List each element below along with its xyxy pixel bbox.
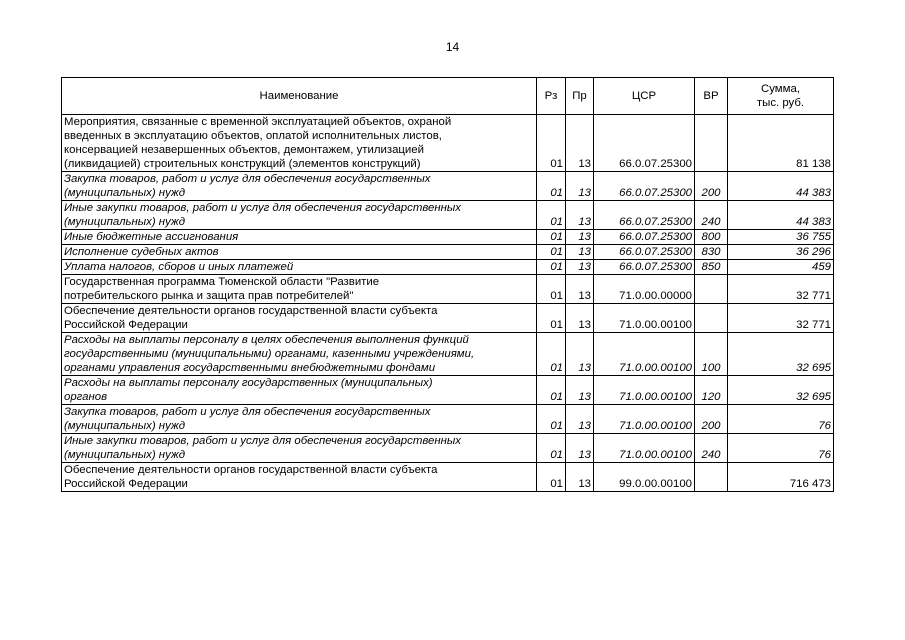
table-row	[62, 230, 834, 245]
row-pr-cell: 13	[566, 405, 594, 434]
row-sum-cell: 32 771	[728, 304, 834, 333]
header-pr: Пр	[566, 78, 594, 115]
row-name-line: органами управления государственными внебюджетными фондами	[64, 362, 436, 374]
table-row	[62, 434, 834, 463]
table-row	[62, 172, 834, 201]
row-pr-cell: 13	[566, 230, 594, 245]
header-rz: Рз	[537, 78, 566, 115]
row-vr-cell: 120	[695, 376, 728, 405]
row-name-line: Иные закупки товаров, работ и услуг для обеспечения государственных	[64, 202, 461, 214]
row-name-cell	[62, 463, 537, 492]
row-vr-cell: 200	[695, 172, 728, 201]
row-csr-cell: 66.0.07.25300	[594, 260, 695, 275]
table-row	[62, 463, 834, 492]
table-row	[62, 245, 834, 260]
row-sum-cell: 32 771	[728, 275, 834, 304]
row-sum-cell: 32 695	[728, 333, 834, 376]
row-name-cell	[62, 230, 537, 245]
row-name-cell	[62, 172, 537, 201]
row-csr-cell: 66.0.07.25300	[594, 201, 695, 230]
row-pr-cell: 13	[566, 463, 594, 492]
row-name-line: Исполнение судебных актов	[64, 246, 219, 258]
row-name-line: Расходы на выплаты персоналу государственных (муниципальных)	[64, 377, 433, 389]
row-vr-cell: 240	[695, 201, 728, 230]
row-name-cell	[62, 115, 537, 172]
row-name-cell	[62, 304, 537, 333]
row-rz-cell: 01	[537, 245, 566, 260]
row-sum-cell: 716 473	[728, 463, 834, 492]
row-rz-cell: 01	[537, 333, 566, 376]
row-name-line: Закупка товаров, работ и услуг для обеспечения государственных	[64, 406, 431, 418]
row-vr-cell	[695, 115, 728, 172]
header-vr: ВР	[695, 78, 728, 115]
table-body	[62, 115, 834, 492]
row-rz-cell: 01	[537, 434, 566, 463]
row-vr-cell: 200	[695, 405, 728, 434]
row-csr-cell: 71.0.00.00100	[594, 333, 695, 376]
row-name-line: Государственная программа Тюменской области "Развитие	[64, 276, 380, 288]
row-name-line: Обеспечение деятельности органов государственной власти субъекта	[64, 464, 438, 476]
row-name-line: (муниципальных) нужд	[64, 216, 186, 228]
row-sum-cell: 76	[728, 405, 834, 434]
header-csr: ЦСР	[594, 78, 695, 115]
table-row	[62, 275, 834, 304]
row-name-line: государственными (муниципальными) органами, казенными учреждениями,	[64, 348, 475, 360]
row-vr-cell	[695, 275, 728, 304]
row-csr-cell: 71.0.00.00100	[594, 434, 695, 463]
row-pr-cell: 13	[566, 304, 594, 333]
row-rz-cell: 01	[537, 275, 566, 304]
row-name-line: консервацией незавершенных объектов, демонтажем, утилизацией	[64, 144, 424, 156]
row-name-line: Уплата налогов, сборов и иных платежей	[64, 261, 294, 273]
row-name-cell	[62, 245, 537, 260]
table-row	[62, 304, 834, 333]
header-sum-line2: тыс. руб.	[756, 97, 805, 109]
row-name-cell	[62, 260, 537, 275]
row-pr-cell: 13	[566, 376, 594, 405]
row-name-cell	[62, 376, 537, 405]
row-csr-cell: 66.0.07.25300	[594, 245, 695, 260]
table-header-row	[62, 78, 834, 115]
row-rz-cell: 01	[537, 304, 566, 333]
row-vr-cell: 100	[695, 333, 728, 376]
row-rz-cell: 01	[537, 201, 566, 230]
row-name-line: Российской Федерации	[64, 319, 188, 331]
budget-table	[61, 77, 834, 492]
row-name-line: (муниципальных) нужд	[64, 420, 186, 432]
row-pr-cell: 13	[566, 275, 594, 304]
row-name-line: (муниципальных) нужд	[64, 187, 186, 199]
row-pr-cell: 13	[566, 245, 594, 260]
row-pr-cell: 13	[566, 201, 594, 230]
row-sum-cell: 76	[728, 434, 834, 463]
row-name-line: Иные закупки товаров, работ и услуг для обеспечения государственных	[64, 435, 461, 447]
row-name-line: Российской Федерации	[64, 478, 188, 490]
header-sum-line1: Сумма,	[761, 83, 800, 95]
row-sum-cell: 459	[728, 260, 834, 275]
table-row	[62, 376, 834, 405]
table-row	[62, 115, 834, 172]
row-name-line: Иные бюджетные ассигнования	[64, 231, 239, 243]
row-rz-cell: 01	[537, 376, 566, 405]
row-pr-cell: 13	[566, 115, 594, 172]
row-name-cell	[62, 275, 537, 304]
row-name-line: (ликвидацией) строительных конструкций (элементов конструкций)	[64, 158, 421, 170]
row-rz-cell: 01	[537, 115, 566, 172]
table-row	[62, 260, 834, 275]
row-sum-cell: 44 383	[728, 201, 834, 230]
row-csr-cell: 71.0.00.00000	[594, 275, 695, 304]
row-vr-cell	[695, 304, 728, 333]
row-vr-cell: 800	[695, 230, 728, 245]
row-csr-cell: 99.0.00.00100	[594, 463, 695, 492]
row-csr-cell: 71.0.00.00100	[594, 304, 695, 333]
row-csr-cell: 66.0.07.25300	[594, 172, 695, 201]
row-name-line: (муниципальных) нужд	[64, 449, 186, 461]
row-name-cell	[62, 201, 537, 230]
row-csr-cell: 71.0.00.00100	[594, 405, 695, 434]
row-sum-cell: 81 138	[728, 115, 834, 172]
table-row	[62, 333, 834, 376]
row-name-line: Обеспечение деятельности органов государственной власти субъекта	[64, 305, 438, 317]
row-vr-cell: 850	[695, 260, 728, 275]
row-name-line: Мероприятия, связанные с временной эксплуатацией объектов, охраной	[64, 116, 452, 128]
header-sum	[728, 78, 834, 115]
row-rz-cell: 01	[537, 405, 566, 434]
table-row	[62, 201, 834, 230]
row-rz-cell: 01	[537, 172, 566, 201]
row-sum-cell: 44 383	[728, 172, 834, 201]
row-pr-cell: 13	[566, 260, 594, 275]
row-vr-cell: 830	[695, 245, 728, 260]
row-sum-cell: 36 755	[728, 230, 834, 245]
row-rz-cell: 01	[537, 230, 566, 245]
row-vr-cell	[695, 463, 728, 492]
row-name-line: органов	[64, 391, 108, 403]
row-csr-cell: 66.0.07.25300	[594, 115, 695, 172]
row-csr-cell: 71.0.00.00100	[594, 376, 695, 405]
row-sum-cell: 36 296	[728, 245, 834, 260]
table-row	[62, 405, 834, 434]
row-name-cell	[62, 333, 537, 376]
row-vr-cell: 240	[695, 434, 728, 463]
row-rz-cell: 01	[537, 463, 566, 492]
row-pr-cell: 13	[566, 434, 594, 463]
row-pr-cell: 13	[566, 333, 594, 376]
row-csr-cell: 66.0.07.25300	[594, 230, 695, 245]
header-name: Наименование	[62, 78, 537, 115]
row-name-cell	[62, 434, 537, 463]
row-name-cell	[62, 405, 537, 434]
row-sum-cell: 32 695	[728, 376, 834, 405]
row-name-line: Закупка товаров, работ и услуг для обеспечения государственных	[64, 173, 431, 185]
row-name-line: потребительского рынка и защита прав потребителей"	[64, 290, 354, 302]
row-rz-cell: 01	[537, 260, 566, 275]
page-number: 14	[445, 40, 460, 54]
row-name-line: Расходы на выплаты персоналу в целях обеспечения выполнения функций	[64, 334, 469, 346]
row-pr-cell: 13	[566, 172, 594, 201]
row-name-line: введенных в эксплуатацию объектов, оплатой исполнительных листов,	[64, 130, 442, 142]
